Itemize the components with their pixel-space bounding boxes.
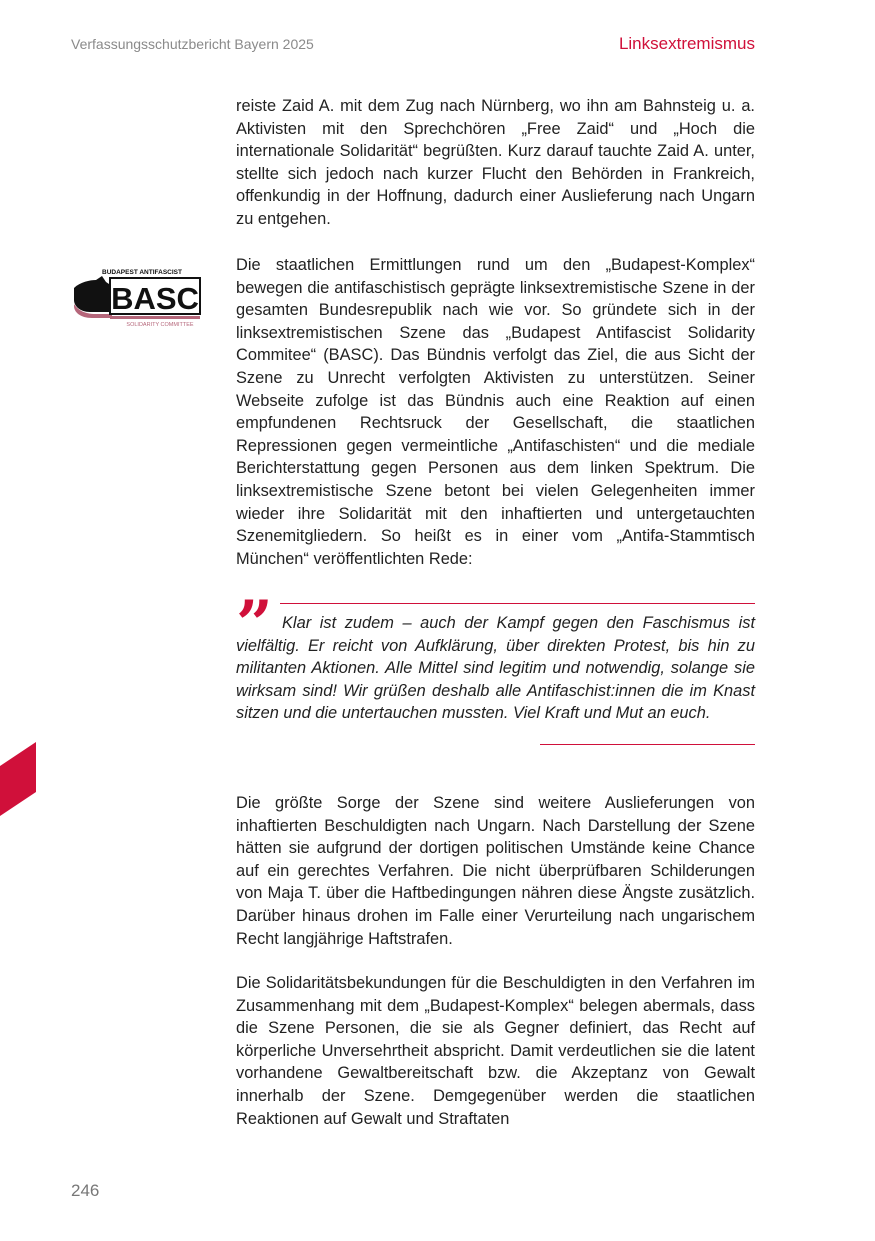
quote-rule-bottom [540,744,755,745]
logo-top-text: BUDAPEST ANTIFASCIST [102,269,182,276]
chapter-tab-marker [0,742,36,816]
paragraph-4: Die Solidaritätsbekundungen für die Beschuldigten in den Verfahren im Zusammenhang mit dem „Budapest-Komplex“ belegen abermals, dass die Szene Personen, die sie als Gegner definiert, das Recht auf körperliche Unversehrtheit abspricht. Damit verdeutlichen sie die latent vorhandene Gewaltbereitschaft bzw. die Akzeptanz von Gewalt innerhalb der Szene. Demgegenüber werden die staatlichen Reaktionen auf Gewalt und Straftaten [236,974,755,1128]
logo-bottom-text: SOLIDARITY COMMITTEE [126,322,194,328]
logo-underline [110,316,200,319]
basc-logo [72,266,202,328]
logo-main-text: BASC [111,281,199,316]
section-title: Linksextremismus [618,34,755,53]
page-number: 246 [71,1181,100,1200]
quote-rule-top [280,603,755,604]
report-title: Verfassungsschutzbericht Bayern 2025 [71,36,314,52]
paragraph-3: Die größte Sorge der Szene sind weitere Auslieferungen von inhaftierten Beschuldigten nach Ungarn. Nach Darstellung der Szene hätten sie aufgrund der dortigen politischen Umstände keine Chance auf ein gerechtes Verfahren. Die nicht überprüfbaren Schilderungen von Maja T. über die Haftbedingungen nähren diese Ängste zusätzlich. Darüber hinaus drohen im Falle einer Verurteilung nach ungarischem Recht langjährige Haftstrafen. [236,794,755,948]
quote-text: Klar ist zudem – auch der Kampf gegen den Faschismus ist vielfältig. Er reicht von Aufklärung, über direkten Protest, bis hin zu militanten Aktionen. Alle Mittel sind legitim und notwendig, solange sie wirksam sind! Wir grüßen deshalb alle Antifaschist:innen die im Knast sitzen und die untertauchen mussten. Viel Kraft und Mut an euch. [236,614,755,723]
basc-logo-graphic [72,266,202,328]
paragraph-2: Die staatlichen Ermittlungen rund um den „Budapest-Komplex“ bewegen die antifaschistisch geprägte linksextremistische Szene in der gesamten Bundesrepublik nach wie vor. So gründete sich in der linksextremistischen Szene das „Budapest Antifascist Solidarity Commitee“ (BASC). Das Bündnis verfolgt das Ziel, die aus Sicht der Szene zu Unrecht verfolgten Aktivisten zu unterstützen. Seiner Webseite zufolge ist das Bündnis auch eine Reaktion auf einen empfundenen Rechtsruck der Gesellschaft, die staatlichen Repressionen gegen vermeintliche „Antifaschisten“ und die mediale Berichterstattung gegen Personen aus dem linken Spektrum. Die linksextremistische Szene betont bei vielen Gelegenheiten immer wieder ihre Solidarität mit den inhaftierten und untergetauchten Szenemitgliedern. So heißt es in einer vom „Antifa-Stammtisch München“ veröffentlichten Rede: [236,256,755,568]
boot-silhouette [74,276,112,312]
paragraph-1: reiste Zaid A. mit dem Zug nach Nürnberg, wo ihn am Bahnsteig u. a. Aktivisten mit den Sprechchören „Free Zaid“ und „Hoch die internationale Solidarität“ begrüßten. Kurz darauf tauchte Zaid A. unter, stellte sich jedoch nach kurzer Flucht den Behörden in Frankreich, offenkundig in der Hoffnung, dadurch einer Auslieferung nach Ungarn zu entgehen. [236,97,755,228]
quote-marks-icon: ” [236,587,273,662]
